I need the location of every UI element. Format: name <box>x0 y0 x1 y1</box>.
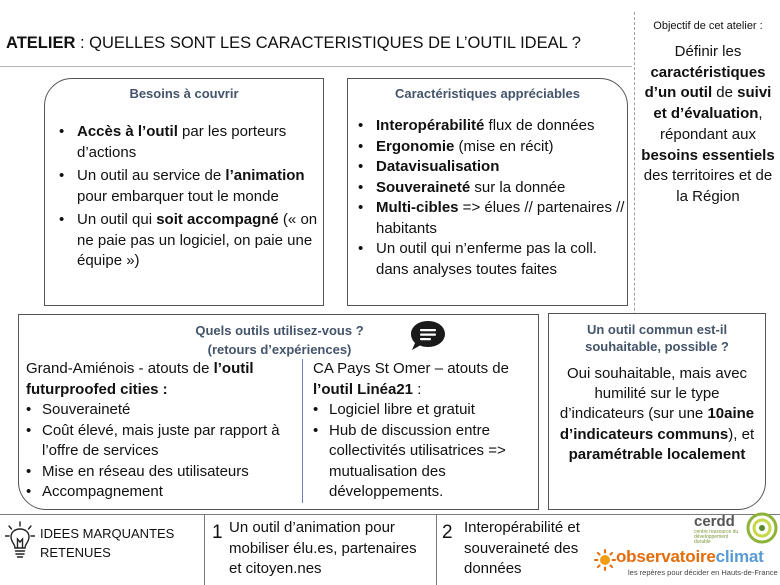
idee-text-2: Interopérabilité et souveraineté des données <box>464 519 580 577</box>
idee-number-1: 1 <box>212 522 223 543</box>
list-item: • Un outil qui n’enferme pas la coll. dans analyses toutes faites <box>352 239 625 280</box>
sun-icon <box>594 549 616 571</box>
list-item: • Souveraineté <box>26 400 298 421</box>
list-item: • Logiciel libre et gratuit <box>313 400 538 421</box>
chat-bubble-icon <box>408 319 448 353</box>
title-rest: : QUELLES SONT LES CARACTERISTIQUES DE L’OUTIL IDEAL ? <box>75 34 581 52</box>
list-item: • Accompagnement <box>26 482 298 503</box>
cerdd-logo-text: cerdd <box>694 513 735 530</box>
idees-retenues-label: IDEES MARQUANTES RETENUES <box>40 526 175 560</box>
outils-title: Quels outils utilisez-vous ? (retours d’expériences) <box>195 323 364 357</box>
list-item: • Multi-cibles => élues // partenaires // habitants <box>352 198 625 239</box>
observatoire-tagline: les repères pour décider en Hauts-de-France <box>628 568 778 577</box>
besoins-list <box>45 122 323 272</box>
retenues-separator-1 <box>204 514 205 585</box>
title-divider <box>0 66 632 67</box>
outils-left-column <box>26 359 298 503</box>
idee-text-1: Un outil d’animation pour mobiliser élu.es, partenaires et citoyen.nes <box>229 519 417 577</box>
title-bold: ATELIER <box>6 34 76 52</box>
besoins-title: Besoins à couvrir <box>129 86 239 101</box>
besoins-box <box>44 78 324 306</box>
list-item: • Ergonomie (mise en récit) <box>352 137 625 158</box>
cerdd-swirl-icon <box>746 512 778 544</box>
left-items <box>26 400 298 503</box>
bottom-divider <box>0 514 780 515</box>
list-item: • Interopérabilité flux de données <box>352 116 625 137</box>
cerdd-logo-subtitle: centre ressource du développement durable <box>694 529 739 545</box>
caracteristiques-list <box>348 116 627 280</box>
list-item: • Un outil qui soit accompagné (« on ne paie pas un logiciel, on paie une équipe ») <box>53 210 319 272</box>
list-item: • Souveraineté sur la donnée <box>352 178 625 199</box>
lightbulb-icon <box>5 521 35 561</box>
list-item: • Hub de discussion entre collectivités utilisatrices => mutualisation des développements. <box>313 421 538 503</box>
caracteristiques-box <box>347 78 628 306</box>
outil-commun-box <box>548 313 766 510</box>
objective-label: Objectif de cet atelier : <box>653 20 763 32</box>
outils-box <box>18 314 539 510</box>
objective-panel <box>636 20 780 208</box>
right-intro: CA Pays St Omer – atouts de l’outil Linéa21 : <box>313 360 509 398</box>
caracteristiques-title: Caractéristiques appréciables <box>395 86 580 101</box>
page-title <box>6 34 581 53</box>
retenues-separator-2 <box>436 514 437 585</box>
objective-text: Définir les caractéristiques d’un outil de suivi et d’évaluation, répondant aux besoins essentiels des territoires et de la Région <box>641 43 775 205</box>
left-intro: Grand-Amiénois - atouts de l’outil futurproofed cities : <box>26 360 254 398</box>
list-item: • Accès à l’outil par les porteurs d’actions <box>53 122 319 163</box>
outil-commun-text: Oui souhaitable, mais avec humilité sur le type d’indicateurs (sur une 10aine d’indicateurs communs), et paramétrable localement <box>559 365 755 463</box>
list-item: • Mise en réseau des utilisateurs <box>26 462 298 483</box>
right-items <box>313 400 538 503</box>
observatoire-climat-logo: observatoireclimat <box>616 547 764 566</box>
outils-right-column <box>313 359 538 503</box>
list-item: • Coût élevé, mais juste par rapport à l’offre de services <box>26 421 298 462</box>
outil-commun-title: Un outil commun est-il souhaitable, possible ? <box>585 322 729 354</box>
list-item: • Un outil au service de l’animation pour embarquer tout le monde <box>53 166 319 207</box>
idee-number-2: 2 <box>442 522 453 543</box>
list-item: • Datavisualisation <box>352 157 625 178</box>
outils-column-divider <box>302 359 303 503</box>
